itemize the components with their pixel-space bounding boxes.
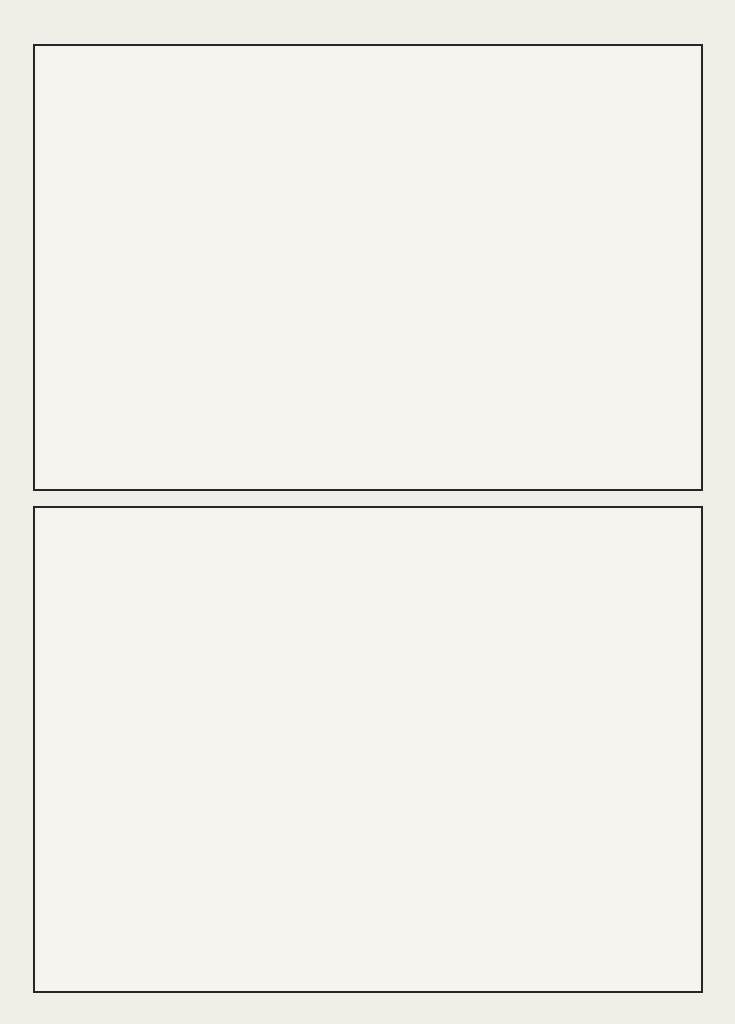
- roster-table-top: [33, 44, 703, 491]
- roster-table-bottom: [33, 506, 703, 993]
